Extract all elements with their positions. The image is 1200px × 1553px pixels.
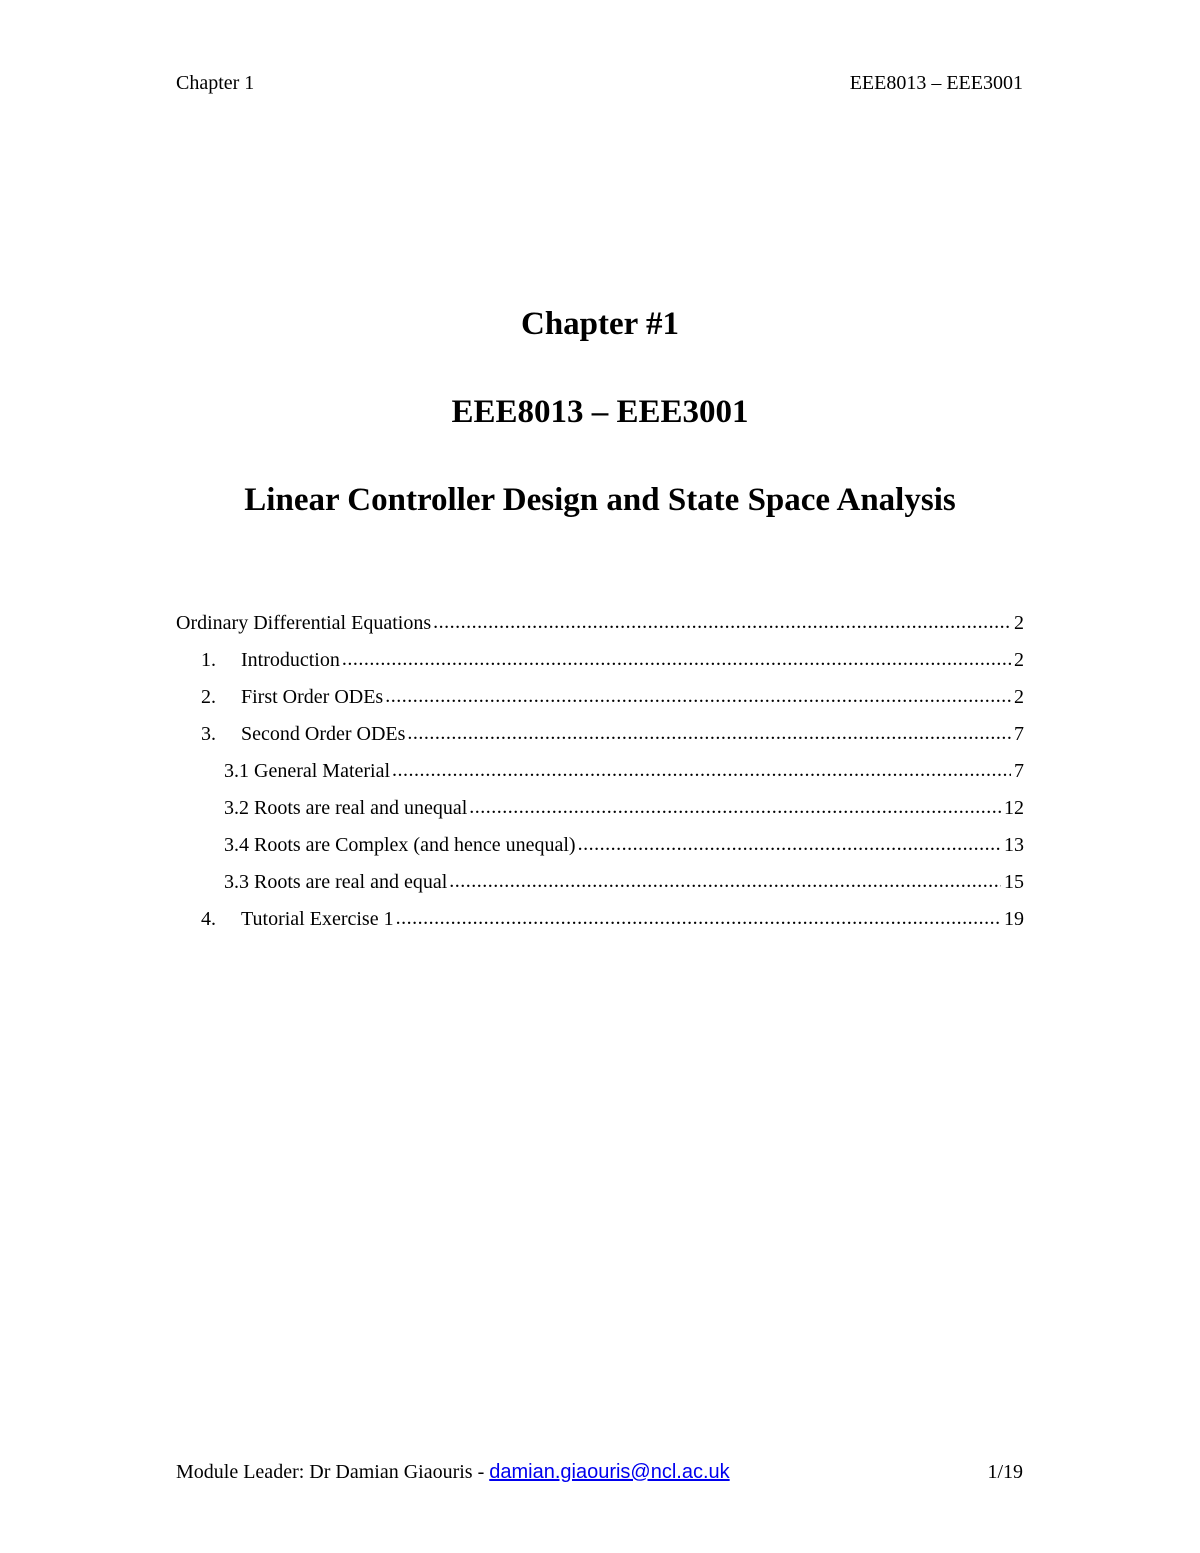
toc-leader-dots (578, 830, 1001, 858)
toc-entry-first-order[interactable] (176, 683, 1024, 720)
toc-page-number: 12 (1004, 797, 1024, 819)
toc-entry-ode[interactable] (176, 609, 1024, 646)
toc-leader-dots (449, 867, 1001, 895)
toc-page-number: 7 (1014, 723, 1024, 745)
toc-page-number: 13 (1004, 834, 1024, 856)
toc-page-number: 15 (1004, 871, 1024, 893)
toc-page-number: 2 (1014, 686, 1024, 708)
toc-leader-dots (469, 793, 1001, 821)
footer-leader-text: Module Leader: Dr Damian Giaouris - (176, 1461, 490, 1483)
toc-entry-label: 3.1 General Material (224, 760, 391, 782)
toc-entry-number: 3. (201, 723, 216, 745)
toc-leader-dots (433, 608, 1011, 636)
table-of-contents (176, 609, 1024, 942)
toc-entry-number: 2. (201, 686, 216, 708)
chapter-title: Chapter #1 (521, 306, 679, 342)
toc-page-number: 2 (1014, 612, 1024, 634)
toc-page-number: 7 (1014, 760, 1024, 782)
toc-leader-dots (407, 719, 1011, 747)
toc-entry-second-order[interactable] (176, 720, 1024, 757)
toc-entry-label: Ordinary Differential Equations (176, 612, 432, 634)
toc-entry-complex[interactable] (176, 831, 1024, 868)
toc-entry-label: Second Order ODEs (241, 723, 406, 745)
toc-entry-tutorial[interactable] (176, 905, 1024, 942)
toc-entry-label: Tutorial Exercise 1 (241, 908, 394, 930)
toc-leader-dots (396, 904, 1001, 932)
module-codes-title: EEE8013 – EEE3001 (451, 394, 749, 430)
toc-entry-label: First Order ODEs (241, 686, 384, 708)
page-footer (176, 1459, 1023, 1485)
footer-leader (176, 1459, 730, 1485)
toc-page-number: 19 (1004, 908, 1024, 930)
toc-entry-label: 3.4 Roots are Complex (and hence unequal) (224, 834, 576, 856)
toc-entry-number: 4. (201, 908, 216, 930)
toc-entry-general-material[interactable] (176, 757, 1024, 794)
toc-entry-label: 3.2 Roots are real and unequal (224, 797, 468, 819)
toc-leader-dots (392, 756, 1011, 784)
toc-entry-real-unequal[interactable] (176, 794, 1024, 831)
toc-entry-real-equal[interactable] (176, 868, 1024, 905)
toc-entry-introduction[interactable] (176, 646, 1024, 683)
toc-leader-dots (342, 645, 1011, 673)
toc-entry-label: 3.3 Roots are real and equal (224, 871, 448, 893)
toc-entry-label: Introduction (241, 649, 340, 671)
header-chapter: Chapter 1 (176, 72, 255, 94)
toc-entry-number: 1. (201, 649, 216, 671)
subject-title: Linear Controller Design and State Space Analysis (244, 482, 956, 518)
page-indicator: 1/19 (987, 1461, 1023, 1483)
toc-page-number: 2 (1014, 649, 1024, 671)
toc-leader-dots (385, 682, 1011, 710)
email-link[interactable]: damian.giaouris@ncl.ac.uk (489, 1461, 730, 1483)
page-header (176, 70, 1023, 96)
header-module-codes: EEE8013 – EEE3001 (849, 72, 1023, 94)
